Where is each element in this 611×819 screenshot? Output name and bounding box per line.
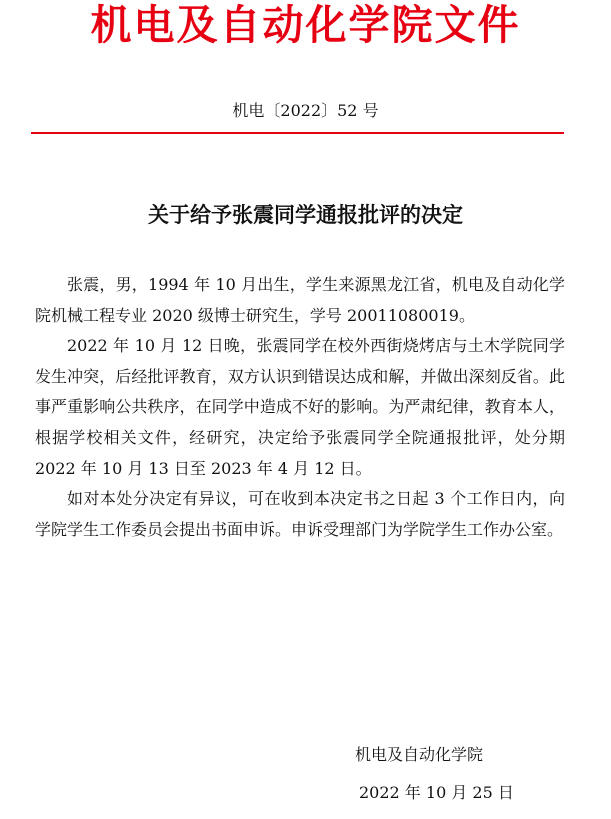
signature-date: 2022 年 10 月 25 日 bbox=[359, 783, 514, 802]
document-header-title: 机电及自动化学院文件 bbox=[90, 1, 521, 49]
document-body bbox=[35, 270, 565, 545]
body-paragraph-student-info: 张震，男，1994 年 10 月出生，学生来源黑龙江省，机电及自动化学院机械工程专业 2020 级博士研究生，学号 20011080019。 bbox=[35, 275, 565, 325]
body-paragraph-incident: 2022 年 10 月 12 日晚，张震同学在校外西街烧烤店与土木学院同学发生冲突，后经批评教育，双方认识到错误达成和解，并做出深刻反省。此事严重影响公共秩序，在同学中造成不好的影响。为严肃纪律，教育本人，根据学校相关文件，经研究，决定给予张震同学全院通报批评，处分期 2022 年 10 月 13 日至 2023 年 4 月 12 日。 bbox=[35, 336, 565, 478]
header-divider bbox=[31, 132, 564, 134]
body-paragraph-appeal: 如对本处分决定有异议，可在收到本决定书之日起 3 个工作日内，向学院学生工作委员会提出书面申诉。申诉受理部门为学院学生工作办公室。 bbox=[35, 489, 565, 539]
document-title: 关于给予张震同学通报批评的决定 bbox=[148, 203, 463, 227]
document-number: 机电〔2022〕52 号 bbox=[232, 101, 379, 120]
signature-organization: 机电及自动化学院 bbox=[355, 745, 484, 764]
